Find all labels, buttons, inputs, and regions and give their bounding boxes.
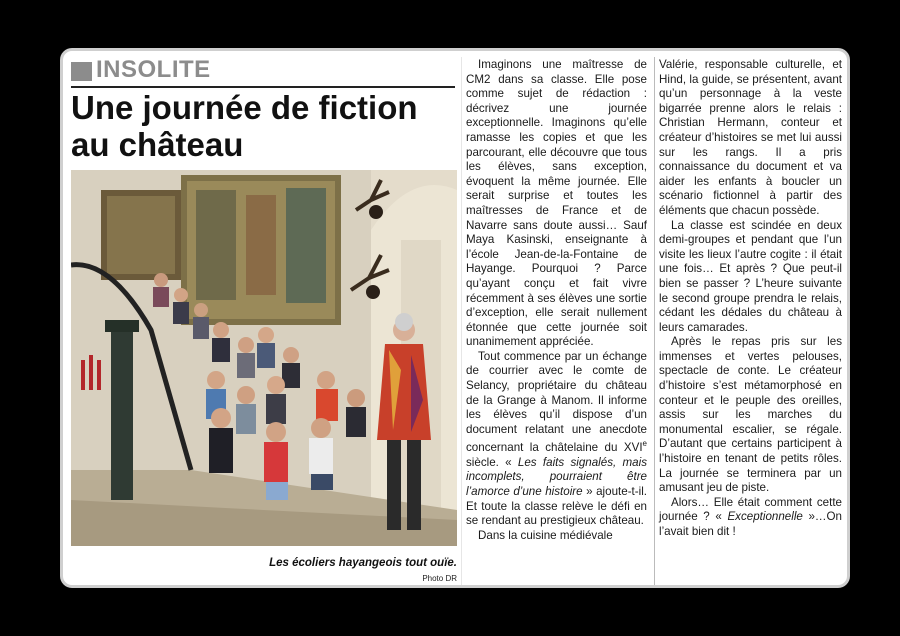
article-photo xyxy=(71,170,457,546)
paragraph: Après le repas pris sur les immenses et vertes pelouses, spectacle de conte. Le créateur d’histoire s’est métamorphosé en conteur et le peuple des oreilles, assis sur les marches du monumental escalier, se régale. D’autant que certains participent à l’histoire en tenant de petits rôles. La journée se terminera par un amusant jeu de piste. xyxy=(659,335,842,495)
paragraph-text: Tout commence par un échange de courrier avec le comte de Selancy, propriétaire du château de la Grange à Manom. Il informe les élèves qu’il dispose d’un document relatant une anecdote concernant la châtelaine du XVI xyxy=(466,349,647,455)
quote-italic: Exceptionnelle xyxy=(727,510,803,524)
paragraph: Dans la cuisine médiévale xyxy=(478,528,613,542)
paragraph: La classe est scindée en deux demi-groupes et pendant que l’un visite les lieux l’autre cogite : il était une fois… Et après ? Que peut-il bien se passer ? L’heure suivante le second groupe prendra le relais, cédant les dédales du château à leurs camarades. xyxy=(659,218,842,334)
paragraph-text: siècle. « xyxy=(466,455,518,469)
paragraph-with-quote xyxy=(659,496,842,540)
paragraph-text: Alors… Elle était comment cette journée ? « xyxy=(659,495,842,524)
paragraph-text: »…On l’avait bien dit ! xyxy=(659,510,842,538)
quote-italic: Les faits signalés, mais incomplets, pourraient être l’amorce d’une histoire xyxy=(466,455,647,499)
paragraph-text: » ajoute-t-il. Et toute la classe relève le défi en se rendant au prestigieux château. xyxy=(466,485,648,528)
text-column-1 xyxy=(466,58,647,543)
photo-caption: Les écoliers hayangeois tout ouïe. xyxy=(269,557,457,569)
rubric-header xyxy=(71,58,455,88)
rubric-square-mark xyxy=(71,62,92,81)
text-column-2 xyxy=(659,58,842,540)
photo-credit: Photo DR xyxy=(422,574,457,583)
photo-illustration xyxy=(71,170,457,546)
article-headline: Une journée de fiction au château xyxy=(71,89,418,163)
century-superscript: e xyxy=(642,439,647,449)
rubric-label: INSOLITE xyxy=(96,56,211,83)
column-divider xyxy=(654,57,655,585)
newspaper-clipping xyxy=(60,48,850,588)
paragraph-with-quote xyxy=(466,350,647,529)
column-divider-left xyxy=(461,57,462,585)
paragraph: Imaginons une maîtresse de CM2 dans sa classe. Elle pose comme sujet de rédaction : décrivez une journée exceptionnelle. Imaginons qu’elle ramasse les copies et que les parcourant, elle découvre que tous les élèves, sans exception, évoquent la même journée. Elle serait surprise et toutes les maîtresses de France et de Navarre sans doute aussi… Sauf Maya Kasinski, enseignante à l’école Jean-de-la-Fontaine de Hayange. Pourquoi ? Parce qu’ayant conçu et fait vivre récemment à ses élèves une sortie d’exception, elle serait nullement étonnée que cette journée soit unanimement appréciée. xyxy=(466,58,647,349)
paragraph: Valérie, responsable culturelle, et Hind, la guide, se présentent, avant qu’un personnage à la veste bigarrée prenne alors le relais : Christian Hermann, conteur et créateur d’histoires se met lui aussi sur les rangs. Il a pris connaissance du document et va aider les enfants à boucler un scénario fictionnel à partir des éléments que chacun possède. xyxy=(659,58,842,217)
